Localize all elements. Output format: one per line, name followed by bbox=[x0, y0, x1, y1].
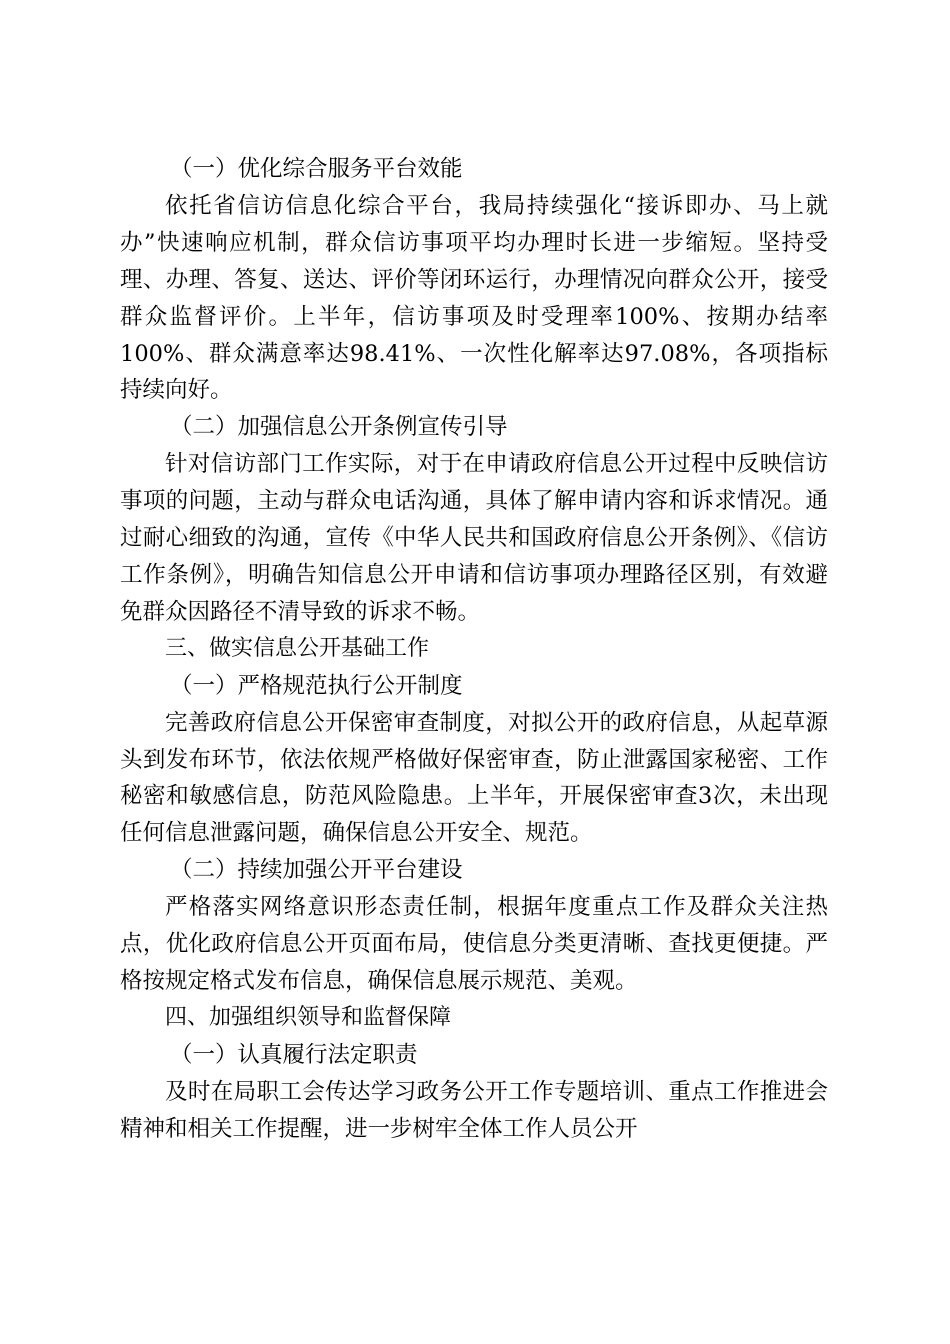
subsection-title: （二）加强信息公开条例宣传引导 bbox=[170, 414, 508, 441]
paragraph: 及时在局职工会传达学习政务公开工作专题培训、重点工作推进会精神和相关工作提醒，进一步树牢全体工作人员公开 bbox=[120, 1078, 828, 1142]
document-body bbox=[120, 151, 828, 1147]
paragraph: 依托省信访信息化综合平台，我局持续强化“接诉即办、马上就办”快速响应机制，群众信访事项平均办理时长进一步缩短。坚持受理、办理、答复、送达、评价等闭环运行，办理情况向群众公开，接受群众监督评价。上半年，信访事项及时受理率100%、按期办结率100%、群众满意率达98.41%、一次性化解率达97.08%，各项指标持续向好。 bbox=[120, 192, 828, 404]
paragraph: 针对信访部门工作实际，对于在申请政府信息公开过程中反映信访事项的问题，主动与群众电话沟通，具体了解申请内容和诉求情况。通过耐心细致的沟通，宣传《中华人民共和国政府信息公开条例》、《信访工作条例》，明确告知信息公开申请和信访事项办理路径区别，有效避免群众因路径不清导致的诉求不畅。 bbox=[120, 451, 828, 625]
subsection-title: （一）严格规范执行公开制度 bbox=[170, 672, 463, 699]
section-heading: 三、做实信息公开基础工作 bbox=[165, 635, 430, 661]
paragraph: 完善政府信息公开保密审查制度，对拟公开的政府信息，从起草源头到发布环节，依法依规严格做好保密审查，防止泄露国家秘密、工作秘密和敏感信息，防范风险隐患。上半年，开展保密审查3次，未出现任何信息泄露问题，确保信息公开安全、规范。 bbox=[120, 709, 828, 847]
subsection-title: （一）认真履行法定职责 bbox=[170, 1041, 418, 1068]
subsection-title: （二）持续加强公开平台建设 bbox=[170, 857, 463, 884]
subsection-title: （一）优化综合服务平台效能 bbox=[170, 156, 463, 182]
section-heading: 四、加强组织领导和监督保障 bbox=[165, 1004, 452, 1030]
paragraph: 严格落实网络意识形态责任制，根据年度重点工作及群众关注热点，优化政府信息公开页面布局，使信息分类更清晰、查找更便捷。严格按规定格式发布信息，确保信息展示规范、美观。 bbox=[120, 894, 828, 994]
